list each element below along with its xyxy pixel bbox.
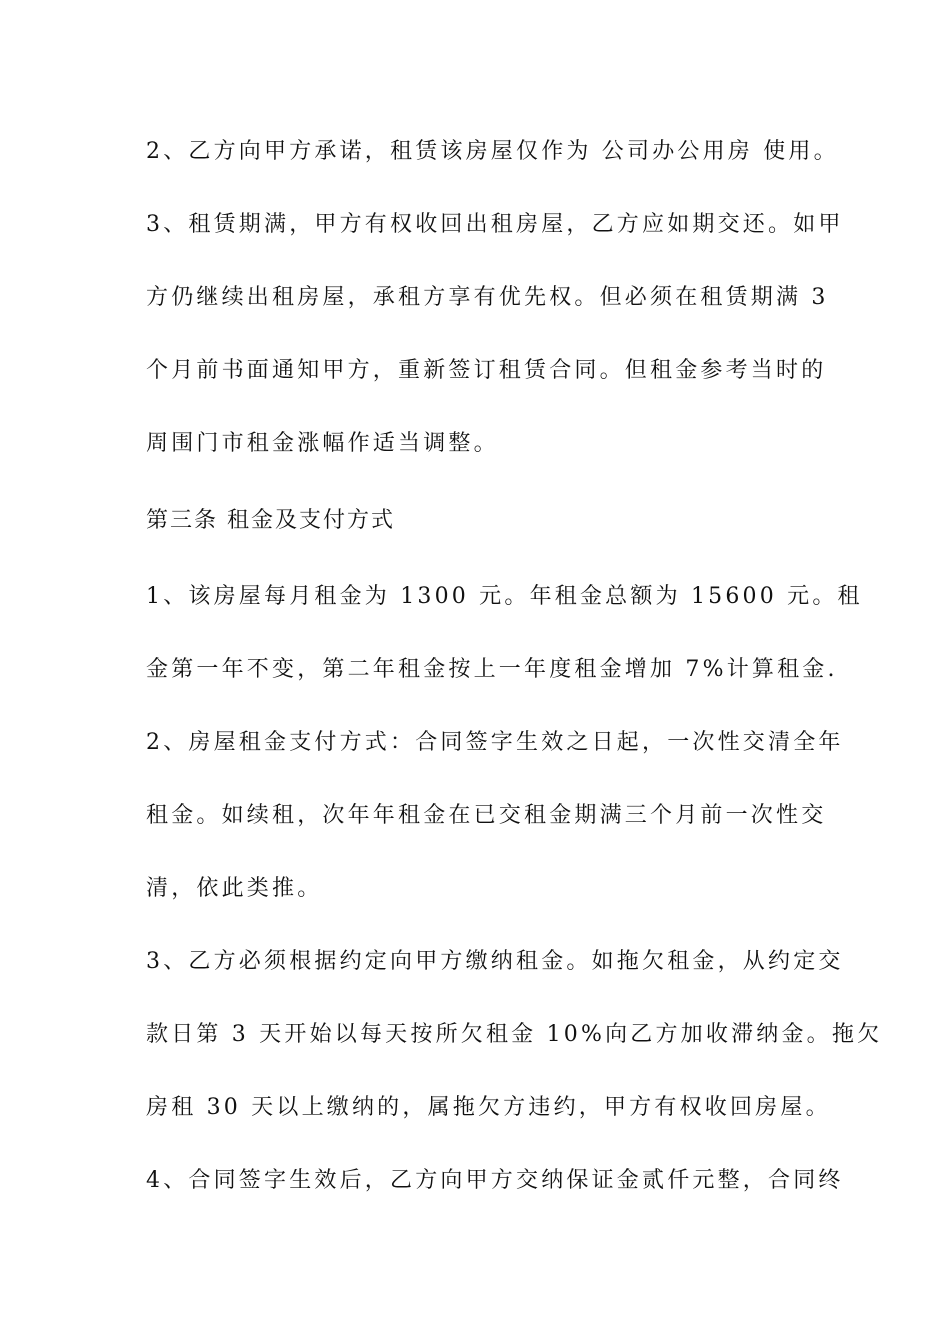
clause-3-expiry-line-3: 个月前书面通知甲方，重新签订租赁合同。但租金参考当时的 [146, 358, 827, 383]
rent-clause-3-line-2: 款日第 3 天开始以每天按所欠租金 10%向乙方加收滞纳金。拖欠 [146, 1022, 883, 1047]
clause-3-expiry-line-1: 3、租赁期满，甲方有权收回出租房屋，乙方应如期交还。如甲 [146, 212, 844, 237]
rent-clause-4-line-1: 4、合同签字生效后，乙方向甲方交纳保证金贰仟元整，合同终 [146, 1168, 844, 1193]
rent-clause-3-line-3: 房租 30 天以上缴纳的，属拖欠方违约，甲方有权收回房屋。 [146, 1095, 831, 1120]
rent-clause-2-line-3: 清，依此类推。 [146, 876, 323, 901]
section-heading-article-3: 第三条 租金及支付方式 [146, 508, 395, 533]
rent-clause-1-line-2: 金第一年不变，第二年租金按上一年度租金增加 7%计算租金. [146, 657, 838, 682]
rent-clause-3-line-1: 3、乙方必须根据约定向甲方缴纳租金。如拖欠租金，从约定交 [146, 949, 844, 974]
clause-3-expiry-line-2: 方仍继续出租房屋，承租方享有优先权。但必须在租赁期满 3 [146, 285, 829, 310]
rent-clause-2-line-1: 2、房屋租金支付方式：合同签字生效之日起，一次性交清全年 [146, 730, 844, 755]
rent-clause-2-line-2: 租金。如续租，次年年租金在已交租金期满三个月前一次性交 [146, 803, 827, 828]
clause-3-expiry-line-4: 周围门市租金涨幅作适当调整。 [146, 431, 499, 456]
rent-clause-1-line-1: 1、该房屋每月租金为 1300 元。年租金总额为 15600 元。租 [146, 584, 863, 609]
clause-2-usage-line: 2、乙方向甲方承诺，租赁该房屋仅作为 公司办公用房 使用。 [146, 139, 839, 164]
